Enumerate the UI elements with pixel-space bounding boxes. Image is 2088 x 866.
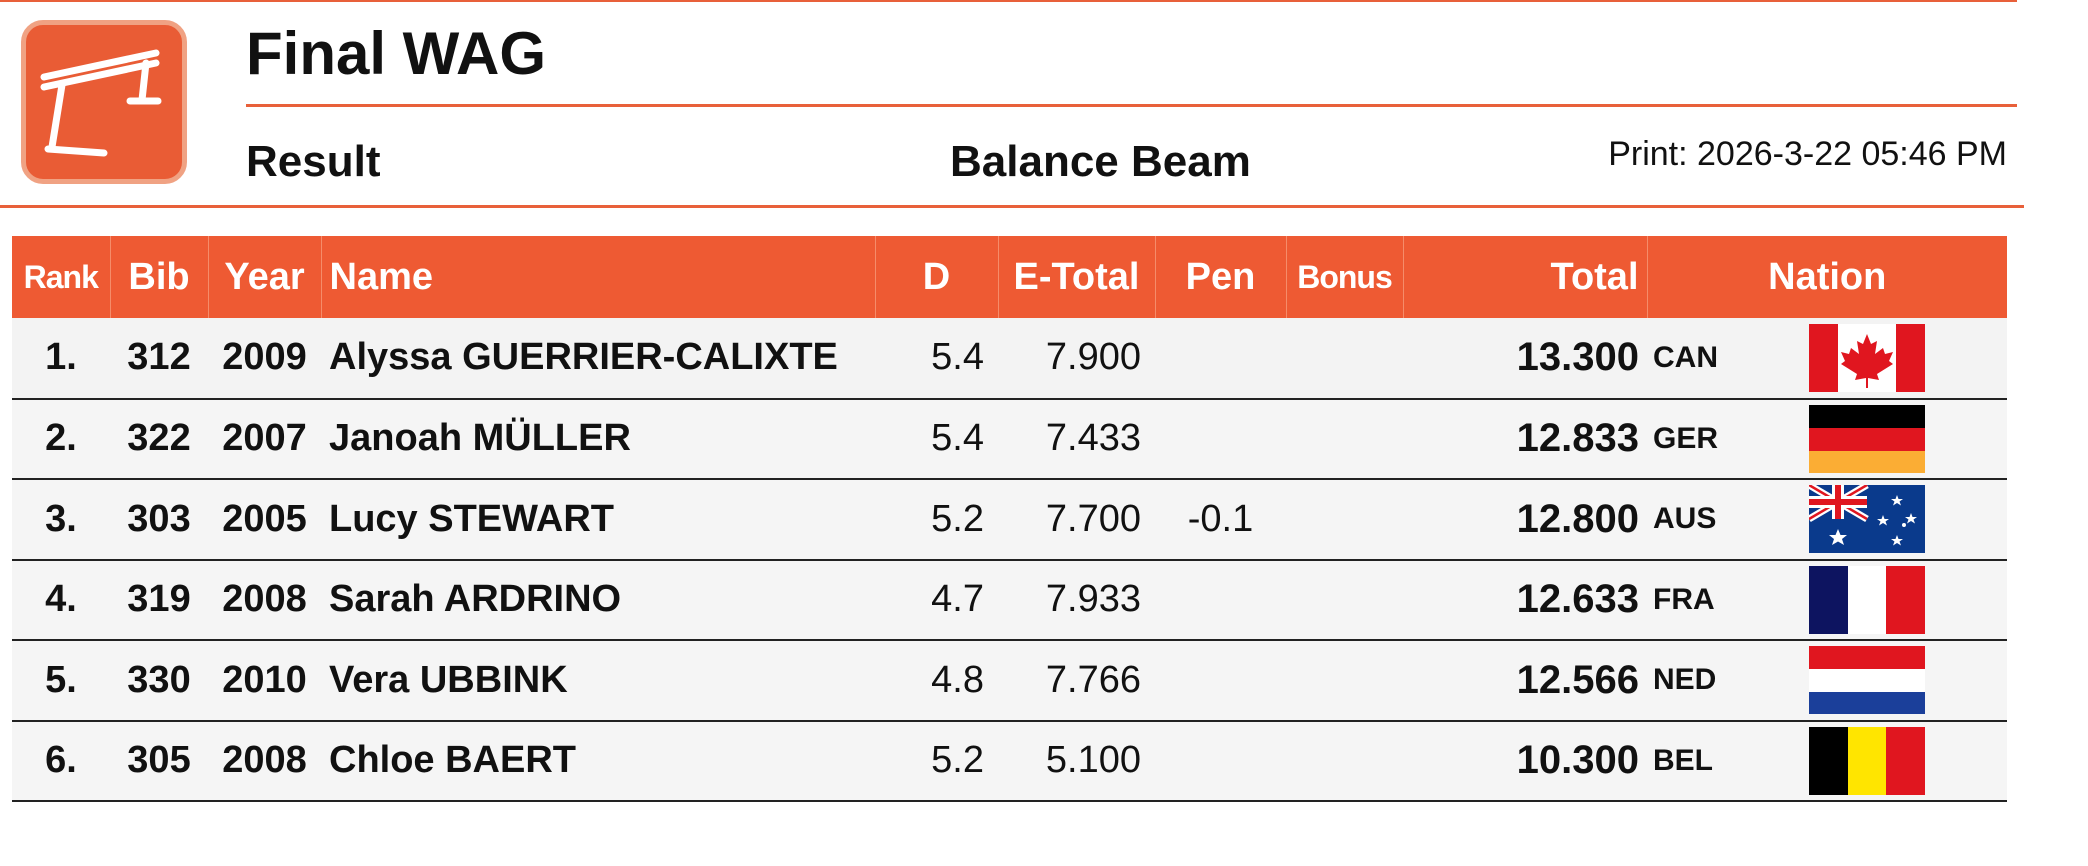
bib-cell: 330 — [110, 640, 208, 721]
bonus-cell — [1286, 318, 1403, 399]
nation-code-cell: AUS — [1647, 479, 1727, 560]
total-score-cell: 12.800 — [1403, 479, 1647, 560]
e-total-cell: 7.900 — [998, 318, 1155, 399]
page-title: Final WAG — [246, 20, 546, 87]
bib-cell: 312 — [110, 318, 208, 399]
balance-beam-icon — [21, 20, 187, 184]
nation-code-cell: NED — [1647, 640, 1727, 721]
year-cell: 2010 — [208, 640, 321, 721]
rank-cell: 5. — [12, 640, 110, 721]
athlete-name-cell: Alyssa GUERRIER-CALIXTE — [321, 318, 875, 399]
bib-cell: 322 — [110, 399, 208, 480]
d-score-cell: 5.2 — [875, 721, 998, 802]
col-bib: Bib — [110, 236, 208, 318]
bib-cell: 305 — [110, 721, 208, 802]
e-total-cell: 7.766 — [998, 640, 1155, 721]
netherlands-flag — [1809, 646, 1925, 714]
total-score-cell: 12.566 — [1403, 640, 1647, 721]
e-total-cell: 7.700 — [998, 479, 1155, 560]
athlete-name-cell: Sarah ARDRINO — [321, 560, 875, 641]
rank-cell: 4. — [12, 560, 110, 641]
bonus-cell — [1286, 560, 1403, 641]
d-score-cell: 5.2 — [875, 479, 998, 560]
rank-cell: 6. — [12, 721, 110, 802]
france-flag — [1809, 566, 1925, 634]
table-row — [12, 640, 2007, 721]
d-score-cell: 5.4 — [875, 318, 998, 399]
bonus-cell — [1286, 399, 1403, 480]
results-table — [12, 236, 2007, 802]
flag-cell — [1727, 399, 2007, 480]
nation-code-cell: GER — [1647, 399, 1727, 480]
penalty-cell — [1155, 640, 1286, 721]
flag-cell — [1727, 640, 2007, 721]
result-label: Result — [246, 137, 381, 186]
table-row — [12, 318, 2007, 399]
col-name: Name — [321, 236, 875, 318]
rank-cell: 1. — [12, 318, 110, 399]
bib-cell: 319 — [110, 560, 208, 641]
d-score-cell: 5.4 — [875, 399, 998, 480]
nation-code-cell: BEL — [1647, 721, 1727, 802]
table-header-row — [12, 236, 2007, 318]
event-name: Balance Beam — [950, 137, 1251, 186]
bib-cell: 303 — [110, 479, 208, 560]
penalty-cell — [1155, 318, 1286, 399]
rank-cell: 2. — [12, 399, 110, 480]
e-total-cell: 7.933 — [998, 560, 1155, 641]
penalty-cell — [1155, 721, 1286, 802]
total-score-cell: 13.300 — [1403, 318, 1647, 399]
year-cell: 2008 — [208, 560, 321, 641]
penalty-cell — [1155, 560, 1286, 641]
title-divider — [246, 104, 2017, 107]
penalty-cell: -0.1 — [1155, 479, 1286, 560]
total-score-cell: 10.300 — [1403, 721, 1647, 802]
year-cell: 2007 — [208, 399, 321, 480]
col-year: Year — [208, 236, 321, 318]
col-pen: Pen — [1155, 236, 1286, 318]
print-timestamp: Print: 2026-3-22 05:46 PM — [1608, 135, 2007, 173]
total-score-cell: 12.833 — [1403, 399, 1647, 480]
nation-code-cell: CAN — [1647, 318, 1727, 399]
flag-cell — [1727, 560, 2007, 641]
col-e-total: E-Total — [998, 236, 1155, 318]
australia-flag — [1809, 485, 1925, 553]
col-total: Total — [1403, 236, 1647, 318]
table-row — [12, 479, 2007, 560]
col-d: D — [875, 236, 998, 318]
flag-cell — [1727, 721, 2007, 802]
col-rank: Rank — [12, 236, 110, 318]
year-cell: 2008 — [208, 721, 321, 802]
rank-cell: 3. — [12, 479, 110, 560]
e-total-cell: 7.433 — [998, 399, 1155, 480]
table-row — [12, 721, 2007, 802]
athlete-name-cell: Chloe BAERT — [321, 721, 875, 802]
table-row — [12, 399, 2007, 480]
athlete-name-cell: Vera UBBINK — [321, 640, 875, 721]
year-cell: 2009 — [208, 318, 321, 399]
total-score-cell: 12.633 — [1403, 560, 1647, 641]
header-divider — [0, 205, 2024, 208]
col-nation: Nation — [1647, 236, 2007, 318]
top-rule — [0, 0, 2017, 2]
year-cell: 2005 — [208, 479, 321, 560]
flag-cell — [1727, 479, 2007, 560]
athlete-name-cell: Janoah MÜLLER — [321, 399, 875, 480]
bonus-cell — [1286, 640, 1403, 721]
d-score-cell: 4.8 — [875, 640, 998, 721]
e-total-cell: 5.100 — [998, 721, 1155, 802]
col-bonus: Bonus — [1286, 236, 1403, 318]
nation-code-cell: FRA — [1647, 560, 1727, 641]
germany-flag — [1809, 405, 1925, 473]
table-row — [12, 560, 2007, 641]
penalty-cell — [1155, 399, 1286, 480]
belgium-flag — [1809, 727, 1925, 795]
bonus-cell — [1286, 479, 1403, 560]
canada-flag — [1809, 324, 1925, 392]
athlete-name-cell: Lucy STEWART — [321, 479, 875, 560]
flag-cell — [1727, 318, 2007, 399]
d-score-cell: 4.7 — [875, 560, 998, 641]
bonus-cell — [1286, 721, 1403, 802]
